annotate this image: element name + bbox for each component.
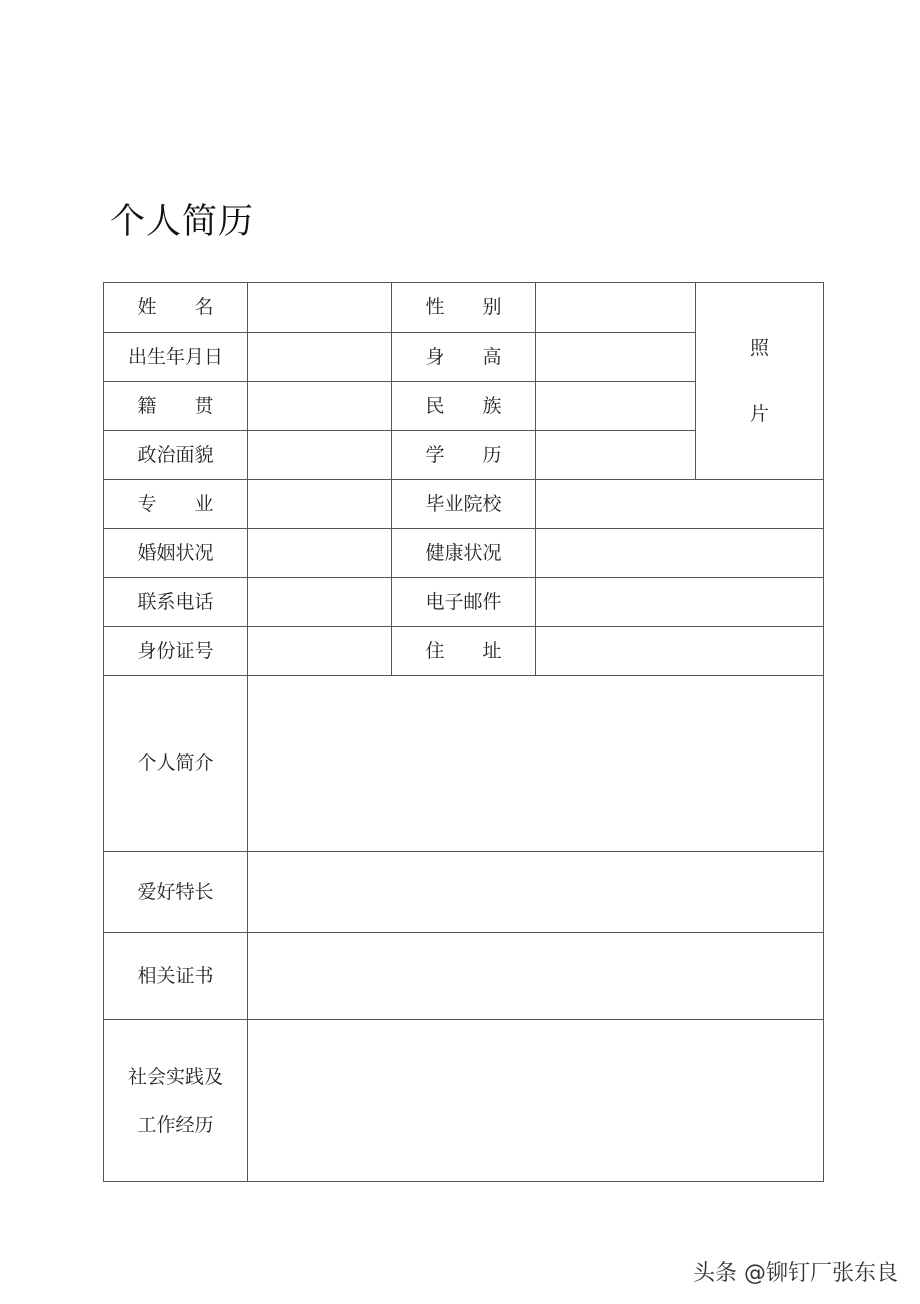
row-id-number <box>104 627 824 676</box>
label-name: 姓 名 <box>104 283 248 333</box>
value-phone[interactable] <box>248 578 392 627</box>
value-id-number[interactable] <box>248 627 392 676</box>
document-title: 个人简历 <box>110 202 255 242</box>
label-school: 毕业院校 <box>392 480 536 529</box>
label-political-status: 政治面貌 <box>104 431 248 480</box>
value-hobbies[interactable] <box>248 852 824 933</box>
label-hobbies: 爱好特长 <box>104 852 248 933</box>
value-birth[interactable] <box>248 333 392 382</box>
value-political-status[interactable] <box>248 431 392 480</box>
label-email: 电子邮件 <box>392 578 536 627</box>
photo-label: 照 片 <box>749 337 769 425</box>
value-address[interactable] <box>536 627 824 676</box>
value-health[interactable] <box>536 529 824 578</box>
row-hobbies <box>104 852 824 933</box>
label-experience: 社会实践及 工作经历 <box>127 1065 223 1136</box>
resume-table <box>103 282 824 1182</box>
value-native-place[interactable] <box>248 382 392 431</box>
label-certificates: 相关证书 <box>104 933 248 1020</box>
label-height: 身 高 <box>392 333 536 382</box>
value-gender[interactable] <box>536 283 696 333</box>
value-name[interactable] <box>248 283 392 333</box>
label-experience-cell <box>104 1020 248 1182</box>
label-id-number: 身份证号 <box>104 627 248 676</box>
value-height[interactable] <box>536 333 696 382</box>
label-intro: 个人简介 <box>104 676 248 852</box>
row-major <box>104 480 824 529</box>
value-ethnicity[interactable] <box>536 382 696 431</box>
row-name <box>104 283 824 333</box>
row-certificates <box>104 933 824 1020</box>
label-marital-status: 婚姻状况 <box>104 529 248 578</box>
label-education: 学 历 <box>392 431 536 480</box>
row-phone <box>104 578 824 627</box>
label-native-place: 籍 贯 <box>104 382 248 431</box>
value-intro[interactable] <box>248 676 824 852</box>
value-school[interactable] <box>536 480 824 529</box>
label-phone: 联系电话 <box>104 578 248 627</box>
value-certificates[interactable] <box>248 933 824 1020</box>
label-birth: 出生年月日 <box>104 333 248 382</box>
value-major[interactable] <box>248 480 392 529</box>
row-experience <box>104 1020 824 1182</box>
value-marital-status[interactable] <box>248 529 392 578</box>
watermark: 头条 @铆钉厂张东良 <box>693 1261 898 1286</box>
label-major: 专 业 <box>104 480 248 529</box>
row-marital-status <box>104 529 824 578</box>
label-health: 健康状况 <box>392 529 536 578</box>
row-intro <box>104 676 824 852</box>
label-gender: 性 别 <box>392 283 536 333</box>
value-experience[interactable] <box>248 1020 824 1182</box>
photo-box[interactable] <box>696 283 824 480</box>
label-ethnicity: 民 族 <box>392 382 536 431</box>
value-email[interactable] <box>536 578 824 627</box>
label-address: 住 址 <box>392 627 536 676</box>
value-education[interactable] <box>536 431 696 480</box>
